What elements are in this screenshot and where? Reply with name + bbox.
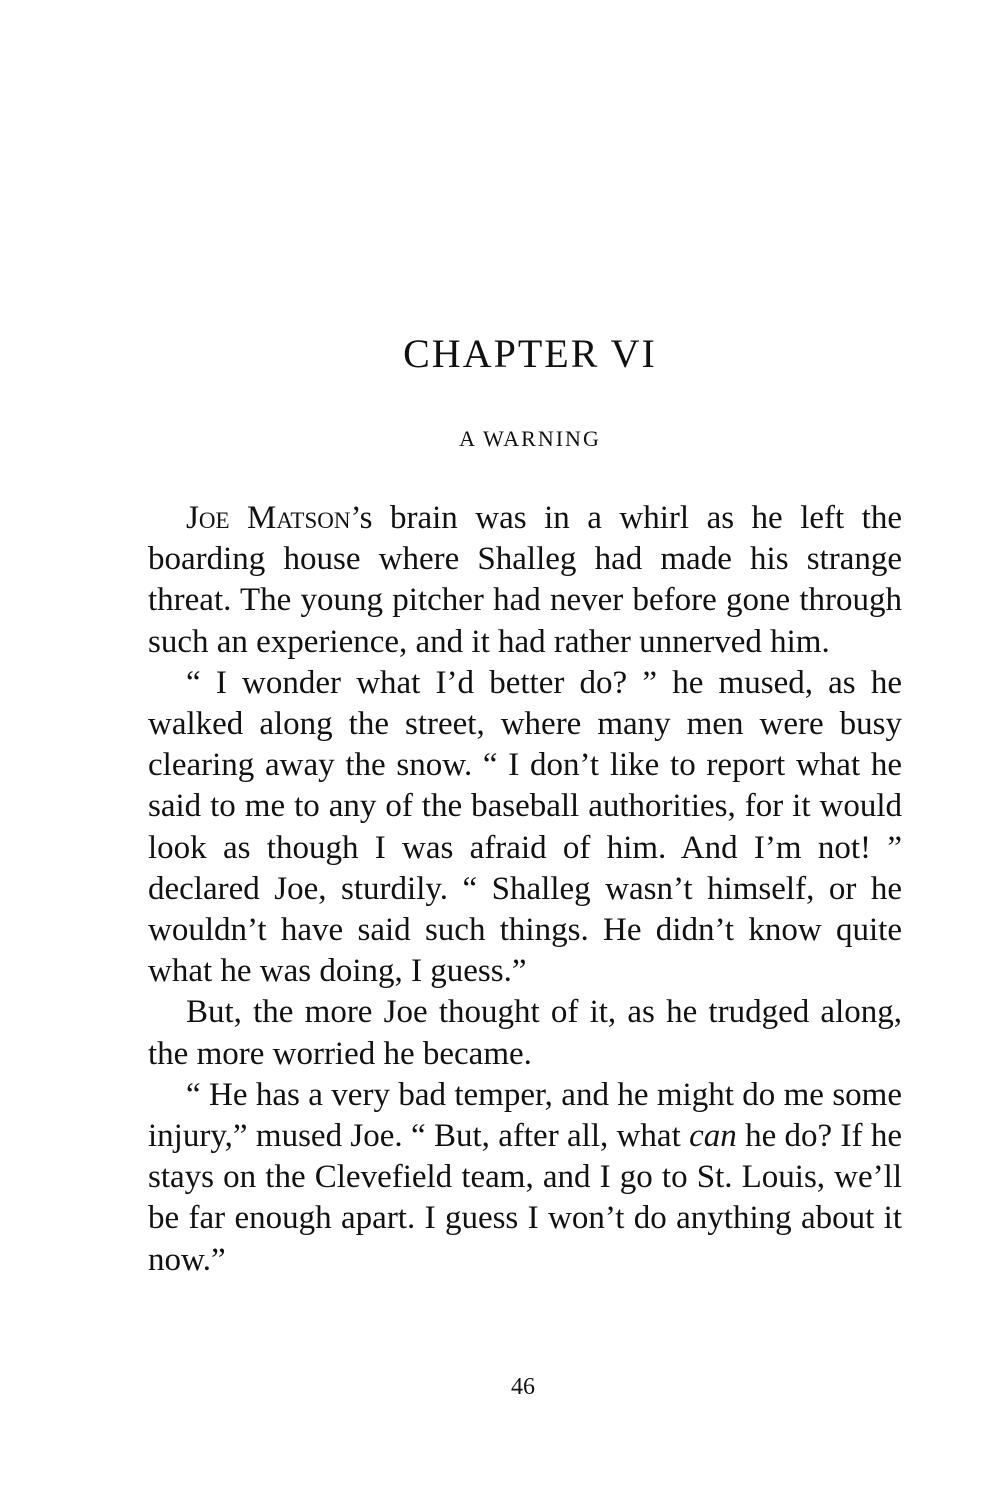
paragraph-1 [148,498,902,663]
paragraph-4-text-before: “ He has a very bad temper, and he might do me some injury,” mused Joe. “ But, after all, what [148,1076,902,1155]
paragraph-3: But, the more Joe thought of it, as he trudged along, the more worried he became. [148,994,902,1072]
emphasized-word: can [689,1118,737,1155]
paragraph-1-text: ’s brain was in a whirl as he left the boarding house where Shalleg had made his strange threat. The young pitcher had never before gone through such an experience, and it had rather unnerved him. [148,500,902,660]
chapter-subtitle: A WARNING [459,426,601,451]
opening-word-second: Matson [247,500,351,536]
paragraph-4-text-after: he do? If he stays on the Clevefield team, and I go to St. Louis, we’ll be far enough apart. I guess I won’t do anything about it now.” [148,1118,903,1278]
chapter-body [148,498,902,1281]
page-number: 46 [511,1374,535,1400]
opening-word-first: Joe [186,500,230,536]
paragraph-4 [148,1075,902,1281]
paragraph-2: “ I wonder what I’d better do? ” he mused, as he walked along the street, where many men were busy clearing away the snow. “ I don’t like to report what he said to me to any of the baseball authorities, for it would look as though I was afraid of him. And I’m not! ” declared Joe, sturdily. “ Shalleg wasn’t himself, or he wouldn’t have said such things. He didn’t know quite what he was doing, I guess.” [148,664,902,990]
chapter-title: CHAPTER VI [403,331,657,376]
